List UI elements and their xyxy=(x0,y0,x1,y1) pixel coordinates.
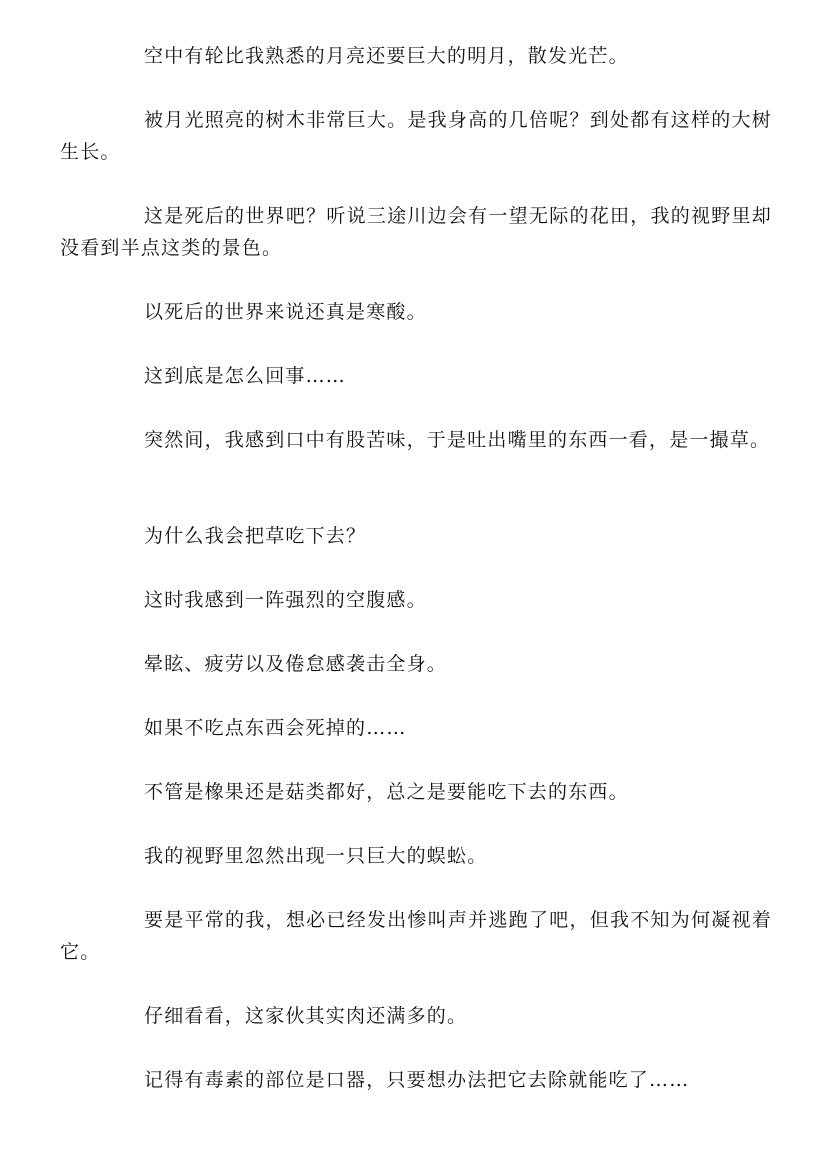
paragraph-11: 不管是橡果还是菇类都好，总之是要能吃下去的东西。 xyxy=(144,781,629,803)
paragraph-13: 要是平常的我，想必已经发出惨叫声并逃跑了吧，但我不知为何凝视着它。 xyxy=(60,909,772,963)
paragraph-14: 仔细看看，这家伙其实肉还满多的。 xyxy=(144,1005,468,1027)
paragraph-4: 以死后的世界来说还真是寒酸。 xyxy=(144,301,427,323)
paragraph-10: 如果不吃点东西会死掉的…… xyxy=(144,717,407,739)
paragraph-5: 这到底是怎么回事…… xyxy=(144,365,347,387)
paragraph-1: 空中有轮比我熟悉的月亮还要巨大的明月，散发光芒。 xyxy=(144,45,629,67)
paragraph-3: 这是死后的世界吧？听说三途川边会有一望无际的花田，我的视野里却没看到半点这类的景色。 xyxy=(60,205,772,259)
paragraph-6: 突然间，我感到口中有股苦味，于是吐出嘴里的东西一看，是一撮草。 xyxy=(144,429,771,451)
paragraph-2: 被月光照亮的树木非常巨大。是我身高的几倍呢？到处都有这样的大树生长。 xyxy=(60,109,772,163)
paragraph-9: 晕眩、疲劳以及倦怠感袭击全身。 xyxy=(144,653,448,675)
paragraph-8: 这时我感到一阵强烈的空腹感。 xyxy=(144,589,427,611)
paragraph-7: 为什么我会把草吃下去？ xyxy=(144,525,367,547)
paragraph-12: 我的视野里忽然出现一只巨大的蜈蚣。 xyxy=(144,845,488,867)
paragraph-15: 记得有毒素的部位是口器，只要想办法把它去除就能吃了…… xyxy=(144,1069,690,1091)
